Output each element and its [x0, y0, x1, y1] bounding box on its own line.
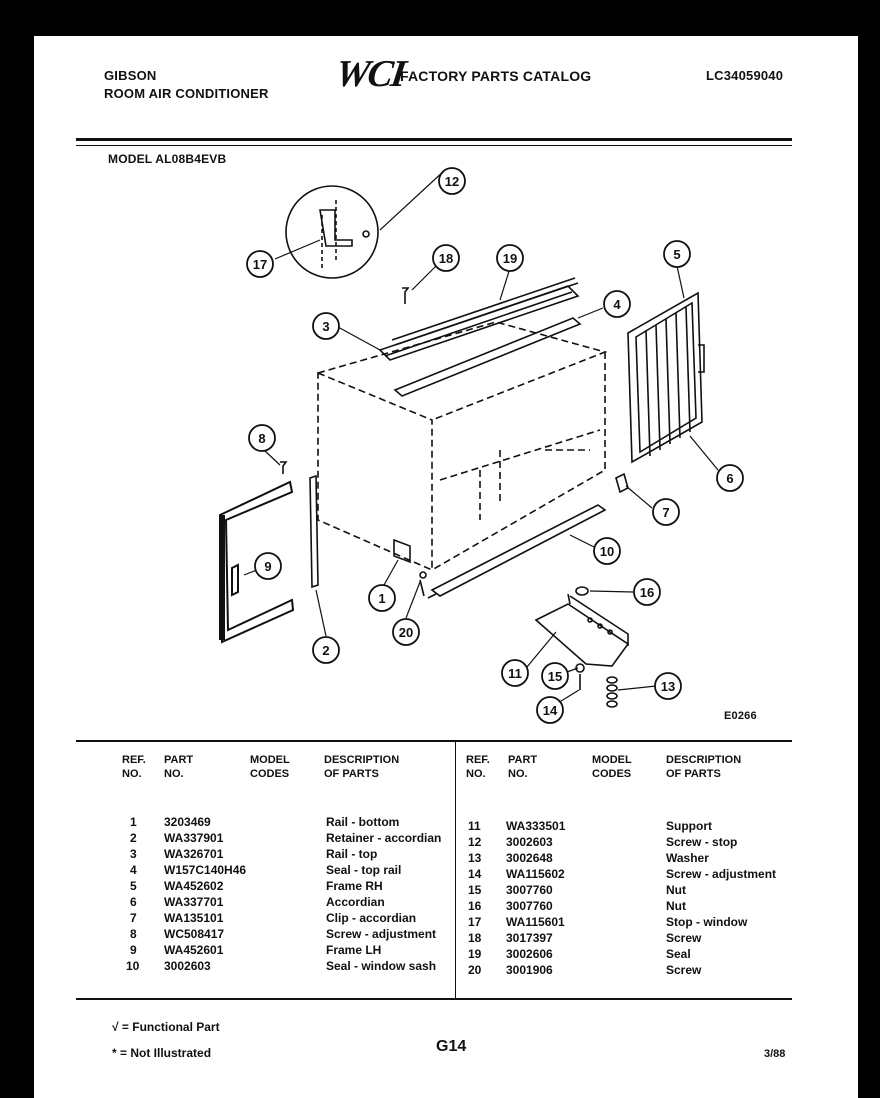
functional-part-note: √ = Functional Part — [112, 1020, 220, 1034]
table-cell-desc: Clip - accordian — [326, 911, 417, 925]
table-bottom-rule — [76, 998, 792, 1000]
header-description: DESCRIPTION OF PARTS — [324, 754, 400, 780]
header-model-codes: MODEL CODES — [592, 754, 632, 780]
table-cell-ref: 4 — [130, 863, 137, 877]
table-cell-desc: Accordian — [326, 895, 385, 909]
table-cell-ref: 14 — [468, 867, 482, 881]
header-ref-no: REF. NO. — [466, 754, 490, 780]
callout-label: 11 — [508, 666, 522, 681]
header-ref-no: REF. NO. — [122, 754, 146, 780]
table-top-rule — [76, 740, 792, 742]
table-cell-desc: Support — [666, 819, 712, 833]
table-cell-ref: 15 — [468, 883, 482, 897]
table-cell-desc: Seal — [666, 947, 691, 961]
callout-label: 13 — [660, 679, 676, 694]
figure-code: E0266 — [724, 710, 757, 722]
callout-label: 17 — [252, 257, 268, 272]
left-desc-column — [326, 814, 441, 974]
callout-label: 5 — [673, 247, 681, 262]
revision-date: 3/88 — [764, 1048, 786, 1060]
table-cell-desc: Washer — [666, 851, 709, 865]
table-divider — [455, 742, 456, 998]
table-cell-part: 3002603 — [164, 959, 211, 973]
table-cell-part: WA115602 — [506, 867, 565, 881]
bottom-rail-part — [432, 505, 605, 596]
table-cell-part: WA452601 — [164, 943, 224, 957]
table-cell-ref: 8 — [130, 927, 137, 941]
callout-label: 3 — [322, 319, 330, 334]
callout-label: 14 — [542, 703, 558, 718]
nut-16 — [576, 587, 588, 595]
table-cell-desc: Screw - adjustment — [666, 867, 777, 881]
callout-label: 20 — [398, 625, 414, 640]
table-cell-part: WA326701 — [164, 847, 224, 861]
table-cell-part: 3002648 — [506, 851, 553, 865]
catalog-title: FACTORY PARTS CATALOG — [400, 68, 592, 84]
table-cell-desc: Frame LH — [326, 943, 382, 957]
header-part-no: PART NO. — [164, 754, 194, 780]
table-cell-part: 3002603 — [506, 835, 553, 849]
table-cell-ref: 19 — [468, 947, 482, 961]
table-cell-desc: Seal - window sash — [326, 959, 437, 973]
support-part — [536, 594, 628, 666]
callout-label: 1 — [378, 591, 386, 606]
table-cell-part: WA333501 — [506, 819, 566, 833]
brand-name: GIBSON — [104, 68, 157, 83]
table-cell-part: 3007760 — [506, 883, 553, 897]
callout-label: 12 — [444, 174, 460, 189]
callout-label: 15 — [547, 669, 563, 684]
table-cell-part: WA135101 — [164, 911, 224, 925]
table-cell-desc: Frame RH — [326, 879, 383, 893]
callout-label: 7 — [662, 505, 670, 520]
wci-logo: WCI — [333, 53, 407, 95]
table-cell-part: WA115601 — [506, 915, 565, 929]
washer-stack-13 — [607, 677, 617, 707]
table-cell-desc: Rail - bottom — [326, 815, 400, 829]
left-ref-column — [126, 814, 140, 974]
callout-label: 2 — [322, 643, 330, 658]
product-name: ROOM AIR CONDITIONER — [104, 86, 269, 101]
callout-label: 19 — [502, 251, 518, 266]
table-cell-ref: 3 — [130, 847, 137, 861]
callout-label: 18 — [438, 251, 454, 266]
right-part-column — [506, 818, 565, 978]
table-cell-ref: 5 — [130, 879, 137, 893]
table-cell-desc: Screw — [666, 931, 702, 945]
table-cell-desc: Rail - top — [326, 847, 378, 861]
callout-label: 9 — [264, 559, 272, 574]
table-cell-desc: Nut — [666, 883, 686, 897]
frame-rh-part — [628, 293, 704, 462]
table-cell-ref: 20 — [468, 963, 482, 977]
retainer-accordian-part — [310, 476, 318, 587]
table-cell-part: 3007760 — [506, 899, 553, 913]
table-cell-ref: 16 — [468, 899, 482, 913]
leader-lines — [244, 170, 718, 706]
top-rail-part — [380, 278, 578, 360]
table-cell-ref: 10 — [126, 959, 140, 973]
callout-label: 16 — [639, 585, 655, 600]
screw-18 — [402, 288, 408, 304]
screw-8 — [280, 462, 286, 474]
clip-accordian-part — [616, 474, 628, 492]
table-cell-ref: 18 — [468, 931, 482, 945]
page-number: G14 — [436, 1038, 467, 1055]
header-model-codes: MODEL CODES — [250, 754, 290, 780]
left-part-column — [164, 814, 246, 974]
table-cell-part: WC508417 — [164, 927, 225, 941]
right-ref-column — [468, 818, 481, 978]
callout-label: 10 — [599, 544, 615, 559]
table-cell-ref: 9 — [130, 943, 137, 957]
catalog-code: LC34059040 — [706, 68, 784, 83]
table-cell-part: W157C140H46 — [164, 863, 247, 877]
table-cell-part: WA337701 — [164, 895, 224, 909]
table-cell-part: 3203469 — [164, 815, 211, 829]
table-cell-ref: 7 — [130, 911, 137, 925]
table-cell-desc: Screw — [666, 963, 702, 977]
table-cell-ref: 17 — [468, 915, 482, 929]
table-cell-ref: 12 — [468, 835, 482, 849]
table-cell-desc: Seal - top rail — [326, 863, 402, 877]
callout-label: 4 — [613, 297, 621, 312]
not-illustrated-note: * = Not Illustrated — [112, 1046, 212, 1060]
header-description: DESCRIPTION OF PARTS — [666, 754, 742, 780]
table-cell-ref: 2 — [130, 831, 137, 845]
table-cell-ref: 1 — [130, 815, 137, 829]
callout-label: 8 — [258, 431, 266, 446]
callout-label: 6 — [726, 471, 734, 486]
table-cell-desc: Nut — [666, 899, 686, 913]
table-cell-desc: Screw - adjustment — [326, 927, 437, 941]
model-label: MODEL AL08B4EVB — [108, 152, 227, 166]
table-cell-desc: Stop - window — [666, 915, 748, 929]
table-cell-ref: 6 — [130, 895, 137, 909]
table-cell-part: 3001906 — [506, 963, 553, 977]
table-cell-ref: 13 — [468, 851, 482, 865]
table-cell-part: 3002606 — [506, 947, 553, 961]
table-cell-ref: 11 — [468, 819, 481, 833]
table-cell-part: 3017397 — [506, 931, 553, 945]
table-cell-part: WA337901 — [164, 831, 224, 845]
right-desc-column — [666, 818, 776, 978]
table-cell-part: WA452602 — [164, 879, 224, 893]
table-cell-desc: Retainer - accordian — [326, 831, 442, 845]
table-cell-desc: Screw - stop — [666, 835, 738, 849]
header-part-no: PART NO. — [508, 754, 538, 780]
